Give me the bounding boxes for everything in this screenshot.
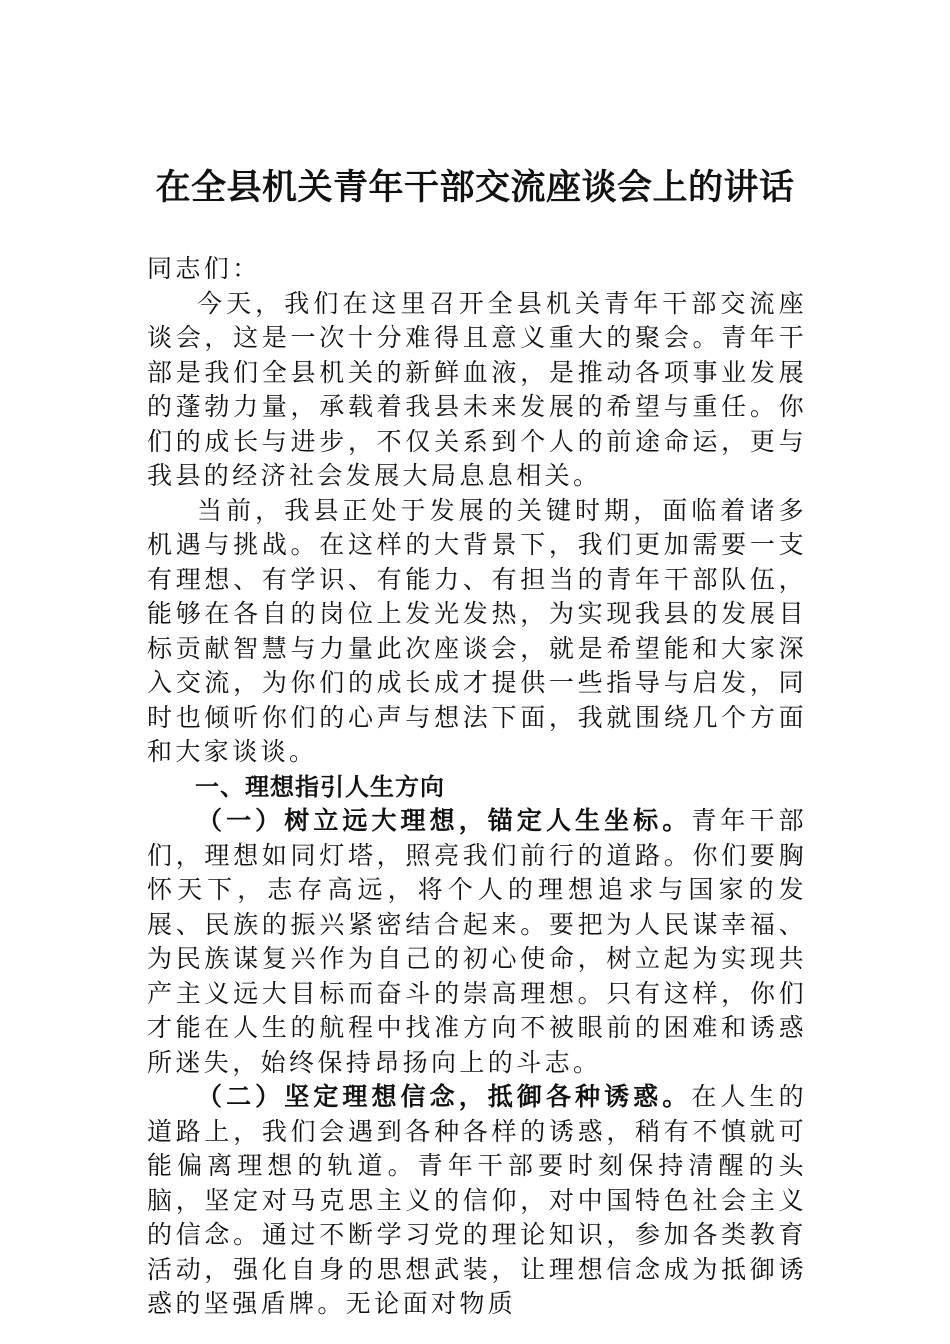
- section-item-1-text: 青年干部们，理想如同灯塔，照亮我们前行的道路。你们要胸怀天下，志存高远，将个人的理想追求与国家的发展、民族的振兴紧密结合起来。要把为人民谋幸福、为民族谋复兴作为自己的初心使命，树立起为实现共产主义远大目标而奋斗的崇高理想。只有这样，你们才能在人生的航程中找准方向不被眼前的困难和诱惑所迷失，始终保持昂扬向上的斗志。: [147, 806, 807, 1077]
- section-item-1-lead: （一）树立远大理想，锚定人生坐标。: [197, 806, 692, 835]
- paragraph-context: 当前，我县正处于发展的关键时期，面临着诸多机遇与挑战。在这样的大背景下，我们更加需要一支有理想、有学识、有能力、有担当的青年干部队伍，能够在各自的岗位上发光发热，为实现我县的发展目标贡献智慧与力量此次座谈会，就是希望能和大家深入交流，为你们的成长成才提供一些指导与启发，同时也倾听你们的心声与想法下面，我就围绕几个方面和大家谈谈。: [147, 495, 807, 766]
- section-item-1: [147, 804, 807, 1080]
- salutation: 同志们：: [147, 254, 261, 283]
- section-item-2: [147, 1080, 807, 1322]
- section-heading: 一、理想指引人生方向: [195, 772, 445, 801]
- document-body: [147, 252, 807, 1322]
- section-item-2-text: 在人生的道路上，我们会遇到各种各样的诱惑，稍有不慎就可能偏离理想的轨道。青年干部要时刻保持清醒的头脑，坚定对马克思主义的信仰，对中国特色社会主义的信念。通过不断学习党的理论知识，参加各类教育活动，强化自身的思想武装，让理想信念成为抵御诱惑的坚强盾牌。无论面对物质: [147, 1082, 807, 1318]
- section-item-2-lead: （二）坚定理想信念，抵御各种诱惑。: [197, 1082, 692, 1111]
- paragraph-opening: 今天，我们在这里召开全县机关青年干部交流座谈会，这是一次十分难得且意义重大的聚会。青年干部是我们全县机关的新鲜血液，是推动各项事业发展的蓬勃力量，承载着我县未来发展的希望与重任。你们的成长与进步，不仅关系到个人的前途命运，更与我县的经济社会发展大局息息相关。: [147, 288, 807, 490]
- document-title: 在全县机关青年干部交流座谈会上的讲话: [155, 167, 795, 208]
